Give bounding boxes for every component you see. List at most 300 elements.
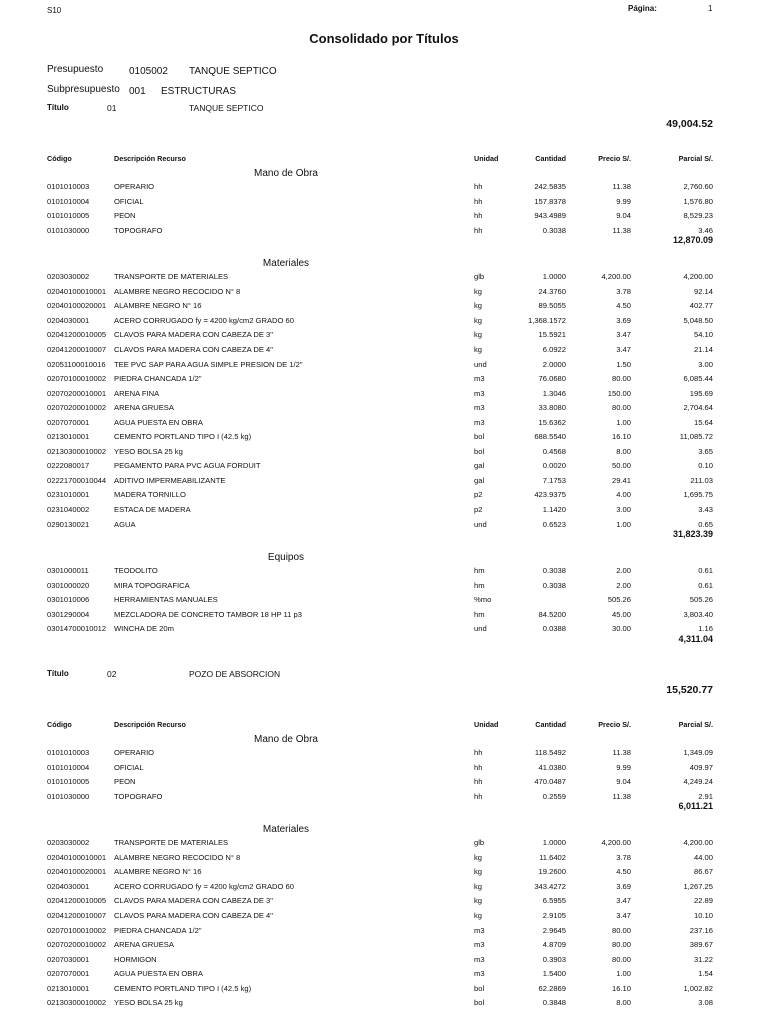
row-unit: kg	[474, 867, 483, 877]
table-row	[0, 926, 768, 940]
row-unit: bol	[474, 998, 485, 1008]
row-quantity: 1.3046	[542, 388, 566, 398]
section-heading: Materiales	[262, 258, 310, 270]
row-unit: m3	[474, 374, 485, 384]
row-code: 02041200010005	[47, 896, 107, 906]
table-row	[0, 595, 768, 609]
section-heading: Materiales	[262, 824, 310, 836]
row-description: TOPOGRAFO	[114, 225, 163, 235]
row-partial: 31.22	[693, 954, 713, 964]
row-unit: kg	[474, 852, 483, 862]
row-partial: 0.65	[698, 519, 713, 529]
row-description: TEODOLITO	[114, 566, 158, 576]
row-quantity: 76.0680	[538, 374, 566, 384]
row-quantity: 62.2869	[538, 983, 566, 993]
row-code: 02070200010002	[47, 403, 107, 413]
row-partial: 11,085.72	[679, 432, 713, 442]
row-price: 80.00	[611, 940, 631, 950]
section-subtotal: 31,823.39	[672, 529, 713, 540]
row-description: TEE PVC SAP PARA AGUA SIMPLE PRESION DE 1/2"	[114, 359, 303, 369]
table-row	[0, 301, 768, 315]
row-price: 8.00	[616, 998, 631, 1008]
table-row	[0, 403, 768, 417]
row-code: 0203030002	[47, 272, 90, 282]
row-quantity: 6.5955	[542, 896, 566, 906]
row-quantity: 19.2600	[538, 867, 566, 877]
row-code: 02041200010007	[47, 344, 107, 354]
presupuesto-code: 0105002	[129, 66, 168, 77]
row-unit: kg	[474, 881, 483, 891]
table-row	[0, 447, 768, 461]
row-quantity: 0.0020	[542, 461, 566, 471]
row-code: 0207030001	[47, 954, 90, 964]
row-description: ESTACA DE MADERA	[114, 505, 191, 514]
row-unit: hh	[474, 777, 483, 787]
row-quantity: 11.6402	[539, 852, 566, 862]
row-partial: 505.26	[689, 595, 713, 605]
row-code: 0101010005	[47, 211, 90, 221]
row-partial: 3.65	[698, 446, 713, 456]
row-code: 0301290004	[47, 609, 90, 619]
row-price: 4.50	[616, 301, 631, 311]
row-unit: kg	[474, 330, 483, 340]
column-header-precio: Precio S/.	[598, 720, 631, 729]
column-header-unidad: Unidad	[474, 720, 499, 729]
row-unit: hh	[474, 196, 483, 206]
row-price: 3.69	[616, 881, 631, 891]
row-price: 4,200.00	[601, 272, 631, 282]
row-unit: m3	[474, 954, 485, 964]
row-code: 02070200010001	[47, 388, 107, 398]
row-unit: p2	[474, 505, 483, 514]
row-description: YESO BOLSA 25 kg	[114, 446, 183, 456]
row-price: 1.00	[616, 417, 631, 427]
row-code: 0301000020	[47, 580, 90, 590]
row-partial: 3.43	[698, 505, 713, 514]
row-unit: hm	[474, 609, 485, 619]
row-partial: 21.14	[693, 344, 713, 354]
row-code: 02041200010005	[47, 330, 107, 340]
row-partial: 3.08	[698, 998, 713, 1008]
column-header-descripcion: Descripción Recurso	[114, 720, 186, 729]
row-unit: m3	[474, 417, 485, 427]
column-header-descripcion: Descripción Recurso	[114, 154, 186, 163]
row-code: 02130300010002	[47, 446, 107, 456]
row-code: 0101010003	[47, 182, 90, 191]
row-partial: 237.16	[689, 925, 713, 935]
table-row	[0, 272, 768, 286]
row-price: 4.50	[616, 867, 631, 877]
row-partial: 409.97	[689, 762, 713, 772]
row-description: HERRAMIENTAS MANUALES	[114, 595, 218, 605]
row-price: 30.00	[611, 624, 631, 634]
row-price: 16.10	[611, 432, 631, 442]
row-description: TRANSPORTE DE MATERIALES	[114, 838, 229, 848]
table-row	[0, 763, 768, 777]
row-partial: 86.67	[693, 867, 713, 877]
table-row	[0, 955, 768, 969]
table-row	[0, 984, 768, 998]
row-unit: kg	[474, 896, 483, 906]
subpresupuesto-code: 001	[129, 86, 146, 97]
row-unit: bol	[474, 432, 485, 442]
row-quantity: 1.0000	[542, 272, 566, 282]
row-price: 1.00	[616, 519, 631, 529]
column-header-codigo: Código	[47, 720, 72, 729]
table-row	[0, 581, 768, 595]
row-quantity: 89.5055	[538, 301, 566, 311]
row-price: 80.00	[611, 954, 631, 964]
row-price: 9.99	[616, 196, 631, 206]
row-unit: bol	[474, 983, 485, 993]
row-code: 02040100020001	[47, 301, 107, 311]
row-partial: 1,349.09	[683, 748, 713, 757]
column-header-unidad: Unidad	[474, 154, 499, 163]
subpresupuesto-label: Subpresupuesto	[47, 84, 120, 95]
row-description: ARENA GRUESA	[114, 403, 174, 413]
title-label: Título	[47, 103, 69, 112]
table-row	[0, 330, 768, 344]
row-quantity: 2.9645	[542, 925, 566, 935]
row-code: 0203030002	[47, 838, 90, 848]
row-code: 0204030001	[47, 315, 90, 325]
table-row	[0, 748, 768, 762]
row-unit: m3	[474, 388, 485, 398]
row-quantity: 41.0380	[538, 762, 566, 772]
row-unit: und	[474, 359, 487, 369]
table-row	[0, 940, 768, 954]
row-partial: 1.16	[698, 624, 713, 634]
row-quantity: 0.3038	[542, 566, 566, 576]
row-description: WINCHA DE 20m	[114, 624, 174, 634]
table-row	[0, 777, 768, 791]
row-price: 11.38	[612, 791, 631, 801]
table-row	[0, 896, 768, 910]
row-price: 3.47	[616, 896, 631, 906]
row-quantity: 15.6362	[538, 417, 566, 427]
row-code: 0204030001	[47, 881, 90, 891]
row-description: YESO BOLSA 25 kg	[114, 998, 183, 1008]
row-description: CLAVOS PARA MADERA CON CABEZA DE 3"	[114, 896, 273, 906]
row-unit: glb	[474, 838, 485, 848]
row-price: 3.47	[616, 910, 631, 920]
row-unit: glb	[474, 272, 485, 282]
row-partial: 389.67	[689, 940, 713, 950]
row-price: 3.78	[616, 286, 631, 296]
row-partial: 15.64	[693, 417, 713, 427]
row-description: PIEDRA CHANCADA 1/2"	[114, 925, 202, 935]
row-quantity: 0.2559	[542, 791, 566, 801]
row-quantity: 242.5835	[534, 182, 566, 191]
row-partial: 195.69	[689, 388, 713, 398]
row-price: 11.38	[612, 225, 631, 235]
row-code: 02070200010002	[47, 940, 107, 950]
row-quantity: 0.3038	[542, 580, 566, 590]
row-description: CEMENTO PORTLAND TIPO I (42.5 kg)	[114, 432, 252, 442]
row-unit: p2	[474, 490, 483, 500]
row-unit: hh	[474, 225, 483, 235]
row-description: CLAVOS PARA MADERA CON CABEZA DE 4"	[114, 344, 273, 354]
section-heading: Equipos	[267, 552, 305, 564]
row-quantity: 2.0000	[542, 359, 566, 369]
table-row	[0, 360, 768, 374]
row-quantity: 24.3760	[538, 286, 566, 296]
row-code: 02040100010001	[47, 852, 107, 862]
row-price: 505.26	[607, 595, 631, 605]
row-code: 0222080017	[47, 461, 90, 471]
row-price: 80.00	[611, 925, 631, 935]
report-title: Consolidado por Títulos	[309, 31, 459, 46]
row-code: 0231010001	[47, 490, 90, 500]
row-price: 3.78	[616, 852, 631, 862]
table-row	[0, 566, 768, 580]
row-description: ACERO CORRUGADO fy = 4200 kg/cm2 GRADO 60	[114, 315, 294, 325]
row-partial: 1,267.25	[683, 881, 713, 891]
row-quantity: 0.3848	[542, 998, 566, 1008]
row-unit: und	[474, 624, 487, 634]
column-header-parcial: Parcial S/.	[678, 720, 713, 729]
table-row	[0, 197, 768, 211]
row-code: 0101030000	[47, 791, 90, 801]
row-description: HORMIGON	[114, 954, 157, 964]
row-partial: 3.00	[698, 359, 713, 369]
table-row	[0, 287, 768, 301]
row-quantity: 943.4989	[534, 211, 566, 221]
row-code: 0301000011	[47, 566, 89, 576]
row-description: OFICIAL	[114, 196, 144, 206]
row-quantity: 0.3903	[542, 954, 566, 964]
row-code: 02040100010001	[47, 286, 107, 296]
column-header-codigo: Código	[47, 154, 72, 163]
title-number: 01	[107, 103, 117, 113]
row-quantity: 343.4272	[534, 881, 566, 891]
presupuesto-label: Presupuesto	[47, 64, 104, 75]
title-name: POZO DE ABSORCION	[189, 669, 281, 679]
row-price: 3.00	[616, 505, 631, 514]
column-header-cantidad: Cantidad	[535, 154, 566, 163]
row-quantity: 1.1420	[542, 505, 566, 514]
row-quantity: 33.8080	[538, 403, 566, 413]
row-partial: 2,704.64	[683, 403, 713, 413]
table-row	[0, 389, 768, 403]
section-heading: Mano de Obra	[254, 734, 318, 745]
row-description: CLAVOS PARA MADERA CON CABEZA DE 4"	[114, 910, 273, 920]
row-quantity: 0.3038	[542, 225, 566, 235]
row-partial: 0.10	[698, 461, 713, 471]
row-quantity: 7.1753	[542, 475, 566, 485]
row-partial: 3.46	[698, 225, 713, 235]
presupuesto-name: TANQUE SEPTICO	[189, 66, 277, 77]
row-description: ALAMBRE NEGRO N° 16	[114, 867, 202, 877]
row-price: 2.00	[616, 580, 631, 590]
table-row	[0, 969, 768, 983]
row-partial: 22.89	[693, 896, 713, 906]
row-unit: hh	[474, 182, 483, 191]
row-description: TRANSPORTE DE MATERIALES	[114, 272, 229, 282]
row-description: ALAMBRE NEGRO RECOCIDO N° 8	[114, 286, 241, 296]
row-code: 02130300010002	[47, 998, 107, 1008]
row-code: 0101010005	[47, 777, 90, 787]
row-partial: 3,803.40	[683, 609, 713, 619]
row-price: 150.00	[607, 388, 631, 398]
row-description: MEZCLADORA DE CONCRETO TAMBOR 18 HP 11 p3	[114, 609, 302, 619]
row-price: 8.00	[616, 446, 631, 456]
row-unit: bol	[474, 446, 485, 456]
row-price: 16.10	[611, 983, 631, 993]
row-partial: 211.03	[690, 475, 713, 485]
row-partial: 1,576.80	[683, 196, 713, 206]
row-partial: 44.00	[693, 852, 713, 862]
row-quantity: 15.5921	[538, 330, 566, 340]
row-code: 0101010004	[47, 762, 90, 772]
row-code: 0290130021	[47, 519, 90, 529]
row-unit: m3	[474, 925, 485, 935]
row-price: 9.99	[616, 762, 631, 772]
table-row	[0, 345, 768, 359]
row-code: 02070100010002	[47, 374, 107, 384]
row-quantity: 2.9105	[542, 910, 566, 920]
row-price: 80.00	[611, 374, 631, 384]
row-partial: 402.77	[689, 301, 713, 311]
title-label: Título	[47, 669, 69, 678]
table-row	[0, 998, 768, 1012]
table-row	[0, 316, 768, 330]
row-unit: hh	[474, 211, 483, 221]
row-description: CLAVOS PARA MADERA CON CABEZA DE 3"	[114, 330, 273, 340]
row-unit: hh	[474, 762, 483, 772]
row-unit: hm	[474, 580, 485, 590]
subpresupuesto-name: ESTRUCTURAS	[161, 86, 237, 97]
table-row	[0, 432, 768, 446]
row-description: PEGAMENTO PARA PVC AGUA FORDUIT	[114, 461, 261, 471]
row-quantity: 4.8709	[542, 940, 566, 950]
table-row	[0, 211, 768, 225]
row-unit: m3	[474, 940, 485, 950]
section-subtotal: 4,311.04	[678, 633, 713, 644]
row-partial: 4,249.24	[683, 777, 713, 787]
row-description: PIEDRA CHANCADA 1/2"	[114, 374, 202, 384]
row-description: MADERA TORNILLO	[114, 490, 186, 500]
row-partial: 10.10	[693, 910, 713, 920]
row-quantity: 1.5400	[542, 969, 566, 979]
row-code: 0301010006	[47, 595, 90, 605]
row-partial: 4,200.00	[683, 272, 713, 282]
column-header-precio: Precio S/.	[598, 154, 631, 163]
row-price: 4,200.00	[601, 838, 631, 848]
row-partial: 0.61	[698, 580, 713, 590]
row-code: 02040100020001	[47, 867, 107, 877]
row-unit: m3	[474, 969, 485, 979]
row-partial: 54.10	[693, 330, 713, 340]
column-header-parcial: Parcial S/.	[678, 154, 713, 163]
row-code: 0101030000	[47, 225, 90, 235]
row-unit: hm	[474, 566, 485, 576]
row-partial: 2,760.60	[683, 182, 713, 191]
row-description: ADITIVO IMPERMEABILIZANTE	[114, 475, 226, 485]
row-unit: hh	[474, 791, 483, 801]
row-partial: 0.61	[698, 566, 713, 576]
section-subtotal: 6,011.21	[678, 801, 713, 812]
row-unit: m3	[474, 403, 485, 413]
row-code: 0213010001	[47, 983, 90, 993]
row-description: ACERO CORRUGADO fy = 4200 kg/cm2 GRADO 60	[114, 881, 294, 891]
row-quantity: 118.5492	[534, 748, 566, 757]
table-row	[0, 505, 768, 519]
row-quantity: 157.8378	[534, 196, 566, 206]
row-quantity: 1.0000	[542, 838, 566, 848]
row-price: 45.00	[611, 609, 631, 619]
table-row	[0, 838, 768, 852]
row-unit: kg	[474, 286, 483, 296]
table-row	[0, 461, 768, 475]
row-unit: kg	[474, 344, 483, 354]
row-code: 0101010003	[47, 748, 90, 757]
column-header-cantidad: Cantidad	[535, 720, 566, 729]
row-price: 9.04	[616, 777, 631, 787]
table-row	[0, 476, 768, 490]
row-code: 02221700010044	[47, 475, 107, 485]
row-description: MIRA TOPOGRAFICA	[114, 580, 190, 590]
row-description: OFICIAL	[114, 762, 144, 772]
report-code: S10	[47, 6, 62, 15]
row-quantity: 423.9375	[534, 490, 566, 500]
row-unit: gal	[474, 461, 485, 471]
row-partial: 4,200.00	[683, 838, 713, 848]
row-partial: 1,695.75	[683, 490, 713, 500]
row-unit: %mo	[474, 595, 492, 605]
row-description: ARENA GRUESA	[114, 940, 174, 950]
row-description: ALAMBRE NEGRO RECOCIDO N° 8	[114, 852, 241, 862]
row-quantity: 0.6523	[542, 519, 566, 529]
row-quantity: 1,368.1572	[527, 315, 566, 325]
row-description: AGUA	[114, 519, 136, 529]
row-partial: 6,085.44	[683, 374, 713, 384]
row-unit: hh	[474, 748, 483, 757]
row-partial: 5,048.50	[683, 315, 713, 325]
table-row	[0, 853, 768, 867]
title-name: TANQUE SEPTICO	[189, 103, 264, 113]
title-total: 15,520.77	[666, 684, 713, 696]
row-quantity: 0.0388	[542, 624, 566, 634]
row-partial: 1.54	[698, 969, 713, 979]
row-quantity: 84.5200	[538, 609, 566, 619]
row-description: PEON	[114, 777, 136, 787]
row-description: OPERARIO	[114, 182, 155, 191]
row-price: 3.47	[616, 344, 631, 354]
row-code: 0207070001	[47, 969, 90, 979]
row-unit: kg	[474, 910, 483, 920]
table-row	[0, 882, 768, 896]
row-code: 02070100010002	[47, 925, 107, 935]
row-description: AGUA PUESTA EN OBRA	[114, 969, 203, 979]
table-row	[0, 374, 768, 388]
row-description: TOPOGRAFO	[114, 791, 163, 801]
row-unit: kg	[474, 301, 483, 311]
row-code: 0207070001	[47, 417, 90, 427]
row-price: 50.00	[611, 461, 631, 471]
row-description: AGUA PUESTA EN OBRA	[114, 417, 203, 427]
page-number: 1	[708, 4, 713, 13]
row-price: 3.47	[616, 330, 631, 340]
row-unit: kg	[474, 315, 483, 325]
row-description: PEON	[114, 211, 136, 221]
row-price: 9.04	[616, 211, 631, 221]
row-price: 4.00	[616, 490, 631, 500]
row-partial: 8,529.23	[683, 211, 713, 221]
row-description: CEMENTO PORTLAND TIPO I (42.5 kg)	[114, 983, 252, 993]
row-code: 0101010004	[47, 196, 90, 206]
row-code: 02041200010007	[47, 910, 107, 920]
